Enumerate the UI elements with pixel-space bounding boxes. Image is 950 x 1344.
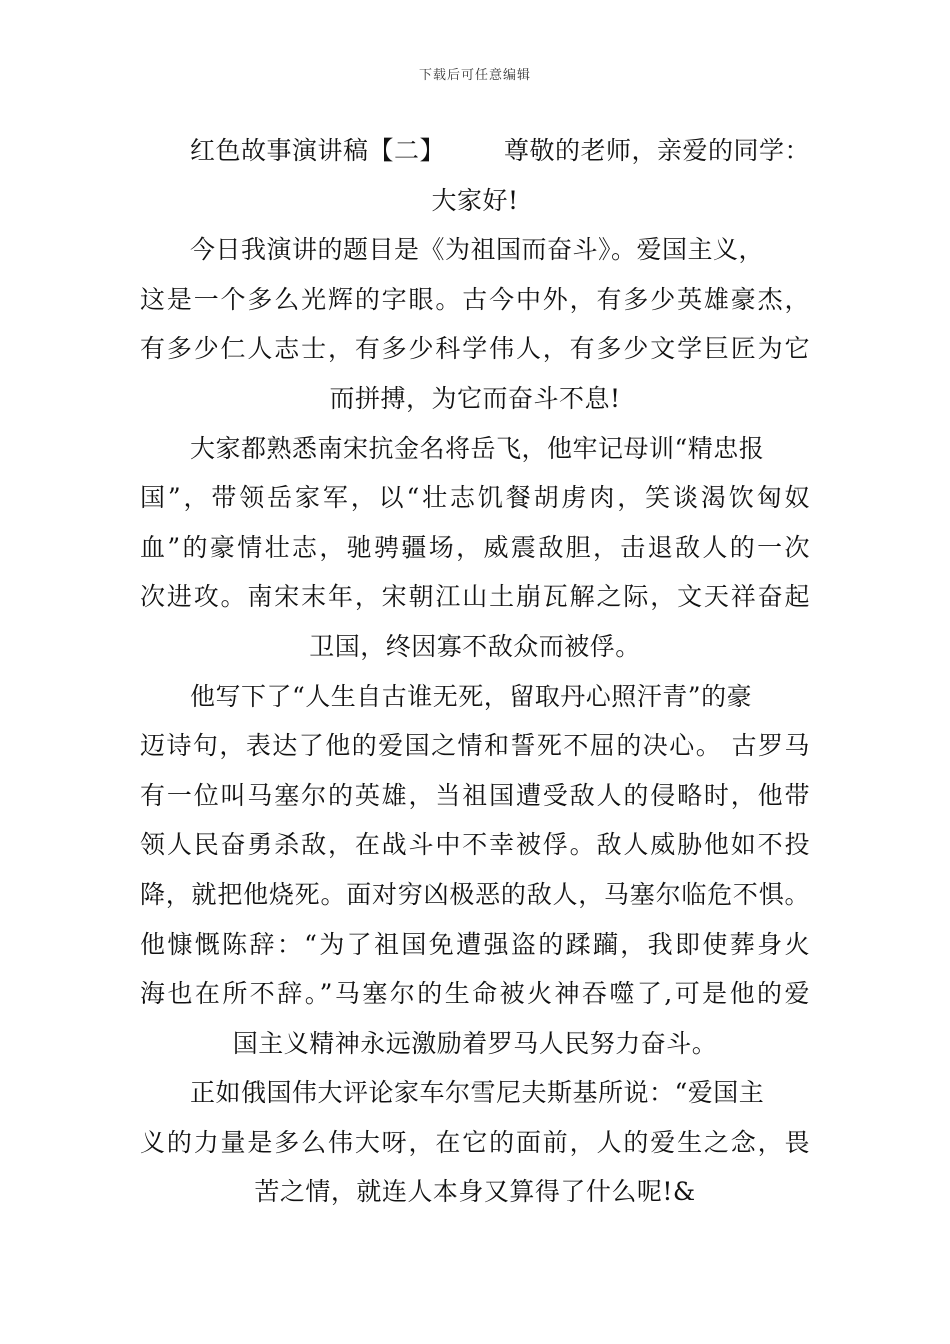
text-line: 今日我演讲的题目是《为祖国而奋斗》。爱国主义， — [190, 235, 765, 265]
text-line: 降，就把他烧死。面对穷凶极恶的敌人，马塞尔临危不惧。 — [140, 879, 810, 909]
text-line: 大家都熟悉南宋抗金名将岳飞，他牢记母训“精忠报 — [190, 433, 765, 463]
text-line: 迈诗句，表达了他的爱国之情和誓死不屈的决心。 古罗马 — [140, 731, 810, 761]
text-line: 有一位叫马塞尔的英雄，当祖国遭受敌人的侵略时，他带 — [140, 780, 810, 810]
text-line: 血”的豪情壮志，驰骋疆场，威震敌胆，击退敌人的一次 — [140, 532, 810, 562]
header-note: 下载后可任意编辑 — [418, 68, 531, 83]
text-line: 卫国，终因寡不敌众而被俘。 — [309, 631, 641, 661]
text-line: 国”，带领岳家军，以“壮志饥餐胡虏肉，笑谈渴饮匈奴 — [140, 483, 810, 513]
text-line: 他写下了“人生自古谁无死，留取丹心照汗青”的豪 — [190, 681, 753, 711]
document-body — [140, 126, 810, 1217]
text-line: 这是一个多么光辉的字眼。古今中外，有多少英雄豪杰， — [140, 284, 810, 314]
text-line: 他慷慨陈辞：“为了祖国免遭强盗的蹂躏，我即使葬身火 — [140, 929, 810, 959]
text-line: 领人民奋勇杀敌，在战斗中不幸被俘。敌人威胁他如不投 — [140, 830, 810, 860]
text-line: 国主义精神永远激励着罗马人民努力奋斗。 — [232, 1028, 718, 1058]
document-title: 红色故事演讲稿【二】 — [190, 136, 446, 165]
text-line: 大家好! — [431, 185, 519, 215]
text-line: 而拼搏，为它而奋斗不息! — [329, 383, 621, 413]
text-line: 次进攻。南宋末年，宋朝江山土崩瓦解之际，文天祥奋起 — [140, 582, 810, 612]
salutation: 尊敬的老师，亲爱的同学： — [503, 136, 810, 165]
text-line: 海也在所不辞。”马塞尔的生命被火神吞噬了,可是他的爱 — [140, 979, 810, 1009]
text-line: 有多少仁人志士，有多少科学伟人，有多少文学巨匠为它 — [140, 334, 810, 364]
text-line: 义的力量是多么伟大呀，在它的面前，人的爱生之念，畏 — [140, 1127, 810, 1157]
text-line: 正如俄国伟大评论家车尔雪尼夫斯基所说：“爱国主 — [190, 1078, 765, 1108]
text-line: 苦之情，就连人本身又算得了什么呢!& — [254, 1177, 696, 1207]
title-line — [140, 126, 810, 176]
